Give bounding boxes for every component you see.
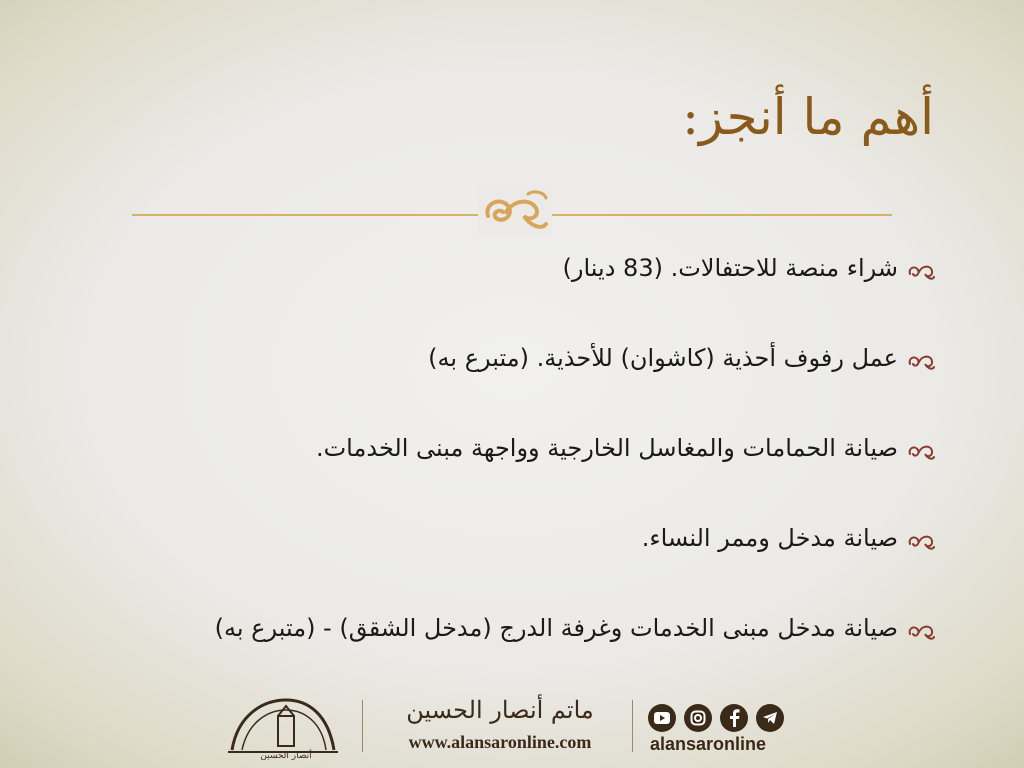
list-item [116,434,936,524]
social-handle: alansaronline [650,734,767,754]
flourish-ornament-icon [478,186,552,234]
list-item-text: شراء منصة للاحتفالات. (83 دينار) [562,254,898,282]
brand-name: ماتم أنصار الحسين [406,696,594,724]
facebook-icon[interactable] [720,704,748,732]
footer-branding [220,690,810,762]
bullet-flourish-icon [906,616,936,646]
bullet-flourish-icon [906,256,936,286]
bullet-flourish-icon [906,526,936,556]
youtube-icon[interactable] [648,704,676,732]
mosque-logo-icon [224,694,340,760]
achievements-list [116,254,936,704]
logo-text: أنصار الحسين [260,751,312,760]
social-icons [648,704,784,732]
footer-separator [632,700,633,752]
instagram-icon[interactable] [684,704,712,732]
list-item-text: صيانة الحمامات والمغاسل الخارجية وواجهة مبنى الخدمات. [315,434,898,462]
bullet-flourish-icon [906,346,936,376]
telegram-icon[interactable] [756,704,784,732]
bullet-flourish-icon [906,436,936,466]
list-item [116,344,936,434]
list-item [116,524,936,614]
slide-title: أهم ما أنجز: [682,88,934,146]
website-link[interactable]: www.alansaronline.com [408,732,592,752]
footer-separator [362,700,363,752]
list-item-text: صيانة مدخل مبنى الخدمات وغرفة الدرج (مدخل الشقق) - (متبرع به) [214,614,898,642]
list-item [116,254,936,344]
list-item-text: صيانة مدخل وممر النساء. [641,524,898,552]
list-item-text: عمل رفوف أحذية (كاشوان) للأحذية. (متبرع به) [428,344,898,372]
